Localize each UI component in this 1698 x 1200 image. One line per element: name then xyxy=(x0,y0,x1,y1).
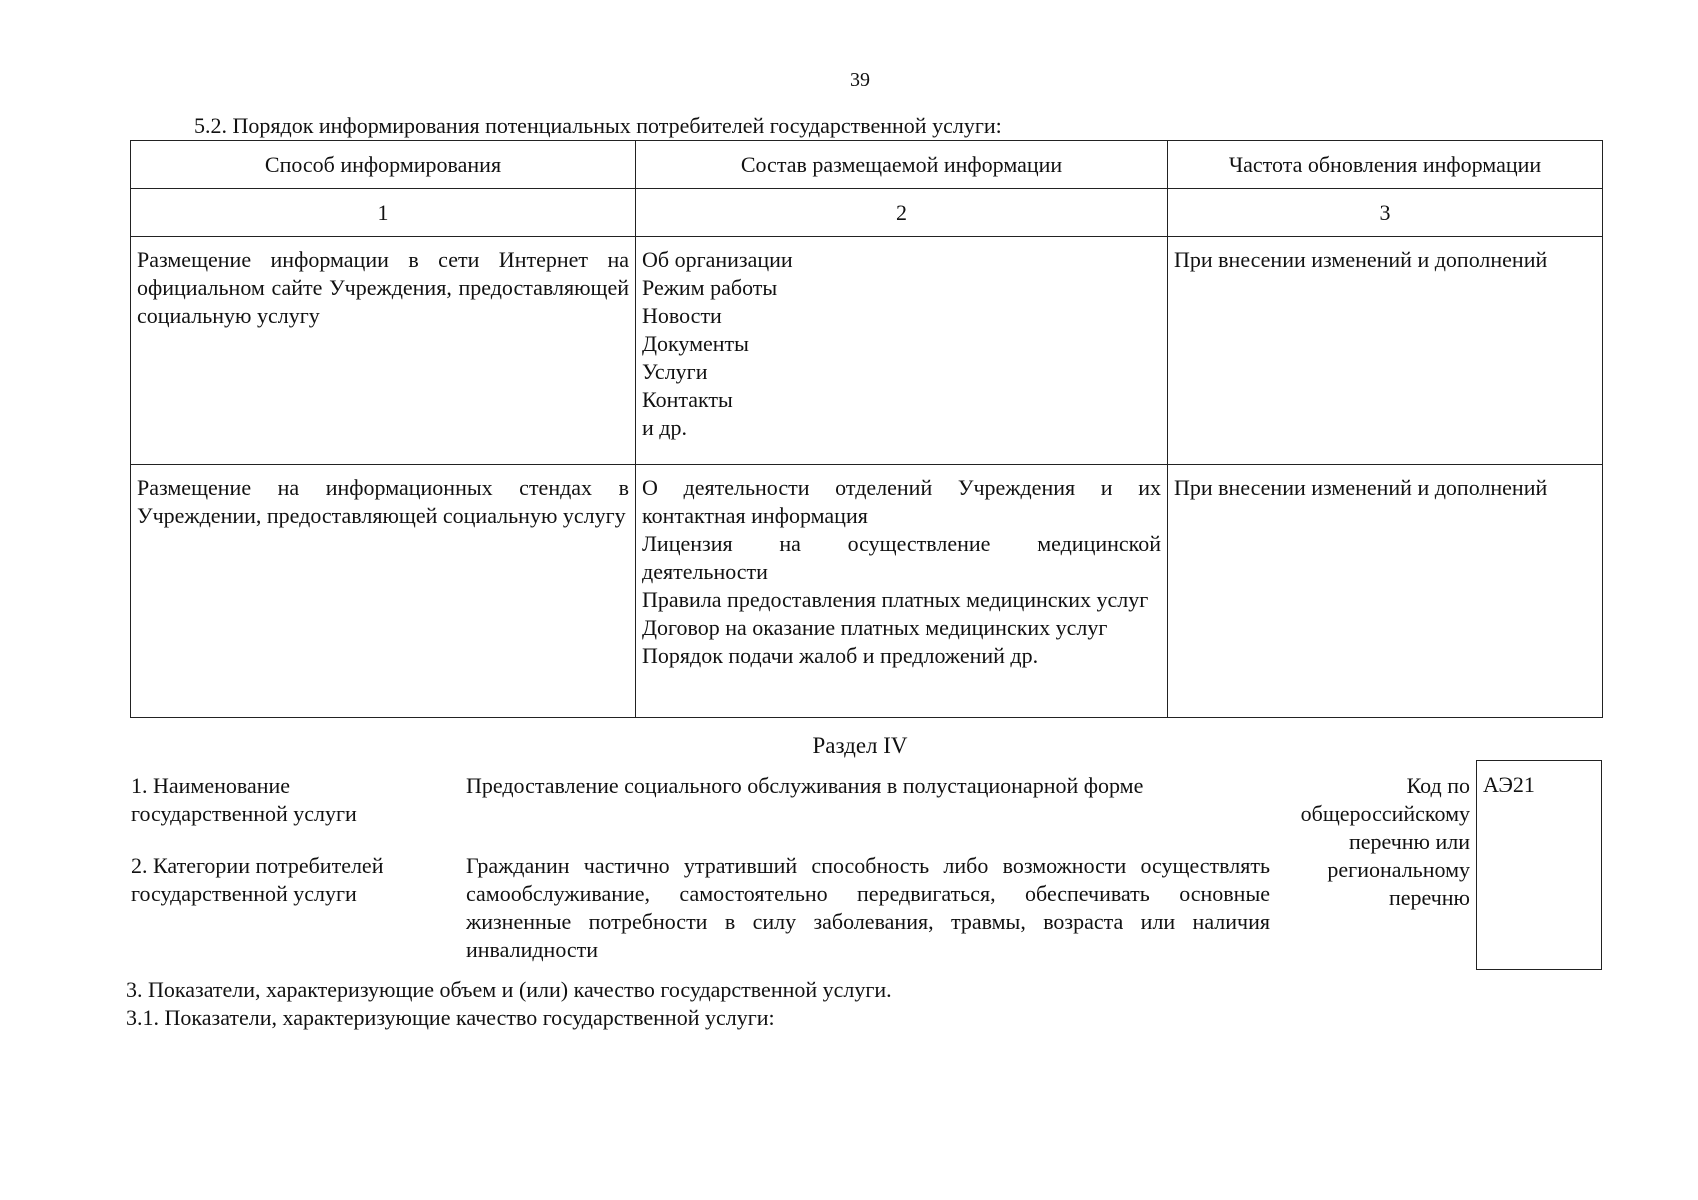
content-item: О деятельности отделений Учреждения и их контактная информация xyxy=(642,475,1161,528)
header-method: Способ информирования xyxy=(131,141,636,189)
consumers-value: Гражданин частично утративший способность либо возможности осуществлять самообслуживание, самостоятельно передвигаться, обеспечивать основные жизненные потребности в силу заболевания, травмы, возраста или наличия инвалидности xyxy=(466,853,1270,962)
content-item: Новости xyxy=(642,303,722,328)
quality-indicators-heading: 3.1. Показатели, характеризующие качество государственной услуги: xyxy=(126,1005,775,1030)
content-item: Договор на оказание платных медицинских услуг xyxy=(642,615,1108,640)
content-item: и др. xyxy=(642,415,687,440)
column-number: 1 xyxy=(131,189,636,237)
table-row xyxy=(131,237,1603,465)
table-header-row xyxy=(131,141,1603,189)
informing-caption: 5.2. Порядок информирования потенциальных потребителей государственной услуги: xyxy=(194,113,1002,138)
content-item: Лицензия на осуществление медицинской деятельности xyxy=(642,531,1161,584)
method-cell: Размещение информации в сети Интернет на официальном сайте Учреждения, предоставляющей социальную услугу xyxy=(131,237,636,465)
content-item: Режим работы xyxy=(642,275,778,300)
content-item: Правила предоставления платных медицинских услуг xyxy=(642,587,1149,612)
informing-table xyxy=(130,140,1603,718)
content-item: Документы xyxy=(642,331,749,356)
consumers-label: 2. Категории потребителей государственной услуги xyxy=(131,853,384,906)
column-number: 2 xyxy=(636,189,1168,237)
method-cell: Размещение на информационных стендах в Учреждении, предоставляющей социальную услугу xyxy=(131,465,636,718)
column-number-row xyxy=(131,189,1603,237)
code-box xyxy=(1476,760,1602,970)
content-item: Контакты xyxy=(642,387,733,412)
frequency-cell: При внесении изменений и дополнений xyxy=(1168,237,1603,465)
column-number: 3 xyxy=(1168,189,1603,237)
page-number: 39 xyxy=(850,69,870,91)
frequency-cell: При внесении изменений и дополнений xyxy=(1168,465,1603,718)
service-name-label: 1. Наименование государственной услуги xyxy=(131,773,357,826)
indicators-heading: 3. Показатели, характеризующие объем и (или) качество государственной услуги. xyxy=(126,977,892,1002)
content-item: Об организации xyxy=(642,247,793,272)
content-cell xyxy=(636,237,1168,465)
content-item: Услуги xyxy=(642,359,708,384)
code-value: АЭ21 xyxy=(1483,772,1535,797)
code-label: Код по общероссийскому перечню или региональному перечню xyxy=(1300,773,1470,910)
content-cell xyxy=(636,465,1168,718)
table-row xyxy=(131,465,1603,718)
header-content: Состав размещаемой информации xyxy=(636,141,1168,189)
section-title: Раздел IV xyxy=(812,733,908,758)
service-name-value: Предоставление социального обслуживания в полустационарной форме xyxy=(466,773,1144,798)
header-frequency: Частота обновления информации xyxy=(1168,141,1603,189)
content-item: Порядок подачи жалоб и предложений др. xyxy=(642,643,1039,668)
